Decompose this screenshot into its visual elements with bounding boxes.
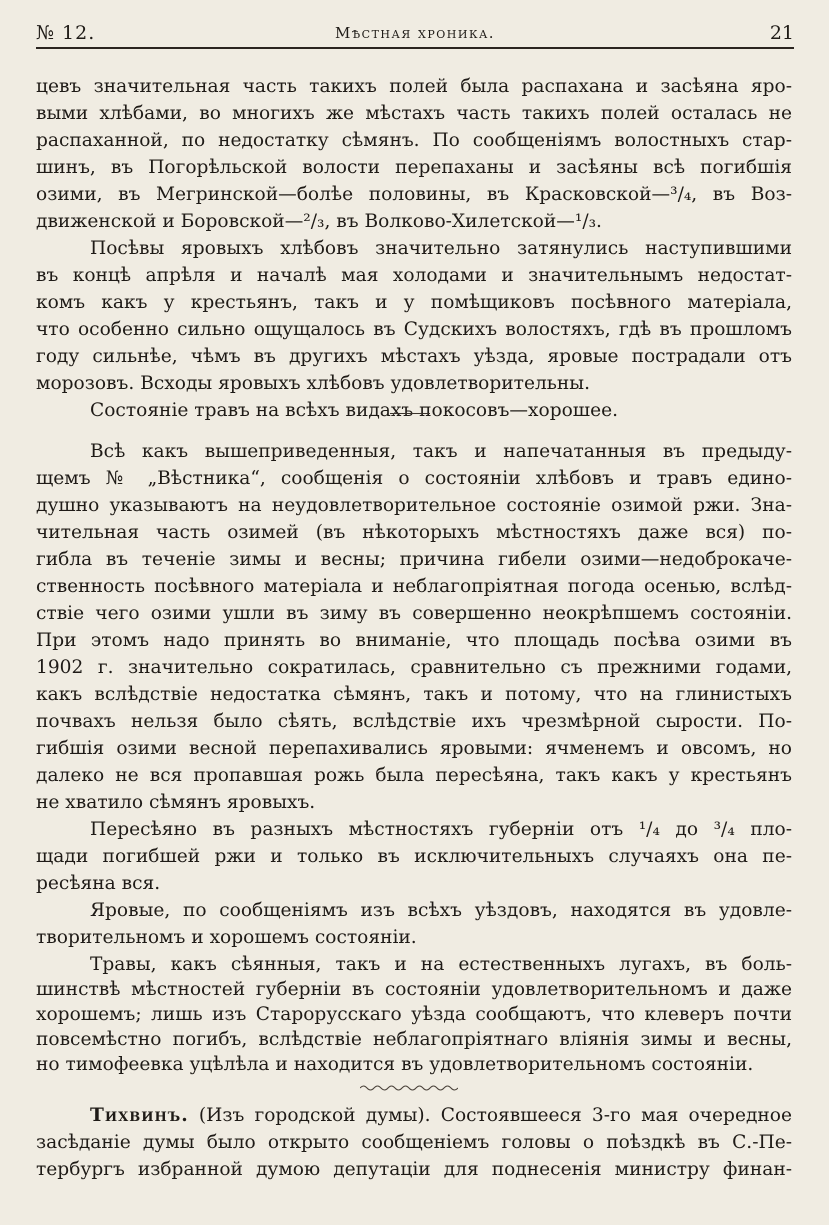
text-line: выми хлѣбами, во многихъ же мѣстахъ часть такихъ полей осталась не xyxy=(36,103,792,124)
section-heading: Тихвинъ. xyxy=(90,1105,189,1126)
text-line: въ концѣ апрѣля и началѣ мая холодами и значительнымъ недостат- xyxy=(36,265,792,286)
text-line: какъ вслѣдствіе недостатка сѣмянъ, такъ и потому, что на глинистыхъ xyxy=(36,684,792,705)
running-header xyxy=(36,20,794,48)
header-rule xyxy=(36,47,794,49)
text-line: году сильнѣе, чѣмъ въ другихъ мѣстахъ уѣзда, яровые пострадали отъ xyxy=(36,346,792,367)
text-line: распаханной, по недостатку сѣмянъ. По сообщеніямъ волостныхъ стар- xyxy=(36,130,792,151)
text-line: чительная часть озимей (въ нѣкоторыхъ мѣстностяхъ даже вся) по- xyxy=(36,522,792,543)
text-line: душно указываютъ на неудовлетворительное состояніе озимой ржи. Зна- xyxy=(36,495,792,516)
section-title: Мѣстная хроника. xyxy=(334,24,496,42)
text-line: что особенно сильно ощущалось въ Судскихъ волостяхъ, гдѣ въ прошломъ xyxy=(36,319,792,340)
text-line: тербургъ избранной думою депутаціи для поднесенія министру финан- xyxy=(36,1159,792,1180)
text-line: гибшія озими весной перепахивались яровыми: ячменемъ и овсомъ, но xyxy=(36,738,792,759)
text-line: морозовъ. Всходы яровыхъ хлѣбовъ удовлетворительны. xyxy=(36,373,590,394)
text-span: (Изъ городской думы). Состоявшееся 3-го мая очередное xyxy=(198,1105,792,1126)
text-line: почвахъ нельзя было сѣять, вслѣдствіе ихъ чрезмѣрной сырости. По- xyxy=(36,711,792,732)
text-line: ственность посѣвного матеріала и неблагопріятная погода осенью, вслѣд- xyxy=(36,576,792,597)
text-line: далеко не вся пропавшая рожь была пересѣяна, такъ какъ у крестьянъ xyxy=(36,765,792,786)
section-divider xyxy=(390,413,430,414)
issue-number: № 12. xyxy=(36,22,96,44)
text-line: Состояніе травъ на всѣхъ видахъ покосовъ—хорошее. xyxy=(90,400,618,421)
text-line: движенской и Боровской—²/₃, въ Волково-Хилетской—¹/₃. xyxy=(36,211,602,232)
text-line: повсемѣстно погибъ, вслѣдствіе неблагопріятнаго вліянія зимы и весны, xyxy=(36,1029,792,1050)
wavy-divider xyxy=(360,1084,458,1092)
page-number: 21 xyxy=(769,22,794,44)
text-line: ствіе чего озими ушли въ зиму въ совершенно неокрѣпшемъ состояніи. xyxy=(36,603,792,624)
text-line: не хватило сѣмянъ яровыхъ. xyxy=(36,792,316,813)
text-line: Посѣвы яровыхъ хлѣбовъ значительно затянулись наступившими xyxy=(90,238,792,259)
text-line: комъ какъ у крестьянъ, такъ и у помѣщиковъ посѣвного матеріала, xyxy=(36,292,792,313)
text-line: При этомъ надо принять во вниманіе, что площадь посѣва озими въ xyxy=(36,630,792,651)
text-line: но тимофеевка уцѣлѣла и находится въ удовлетворительномъ состояніи. xyxy=(36,1054,754,1075)
text-line: ресѣяна вся. xyxy=(36,873,161,894)
text-line: цевъ значительная часть такихъ полей была распахана и засѣяна яро- xyxy=(36,76,792,97)
text-line: засѣданіе думы было открыто сообщеніемъ головы о поѣздкѣ въ С.-Пе- xyxy=(36,1132,792,1153)
text-line: Яровые, по сообщеніямъ изъ всѣхъ уѣздовъ, находятся въ удовле- xyxy=(90,900,792,921)
text-line: щади погибшей ржи и только въ исключительныхъ случаяхъ она пе- xyxy=(36,846,792,867)
text-line: щемъ № „Вѣстника“, сообщенія о состояніи хлѣбовъ и травъ едино- xyxy=(36,468,792,489)
text-line: гибла въ теченіе зимы и весны; причина гибели озими—недоброкаче- xyxy=(36,549,792,570)
text-line: Пересѣяно въ разныхъ мѣстностяхъ губерніи отъ ¹/₄ до ³/₄ пло- xyxy=(90,819,792,840)
text-line: творительномъ и хорошемъ состояніи. xyxy=(36,927,417,948)
text-line: озими, въ Мегринской—болѣе половины, въ Красковской—³/₄, въ Воз- xyxy=(36,184,792,205)
text-line: Всѣ какъ вышеприведенныя, такъ и напечатанныя въ предыду- xyxy=(90,441,792,462)
text-line: 1902 г. значительно сократилась, сравнительно съ прежними годами, xyxy=(36,657,792,678)
text-line xyxy=(90,1102,792,1129)
text-line: хорошемъ; лишь изъ Старорусскаго уѣзда сообщаютъ, что клеверъ почти xyxy=(36,1004,792,1025)
text-line: шинъ, въ Погорѣльской волости перепаханы и засѣяны всѣ погибшія xyxy=(36,157,792,178)
text-line: Травы, какъ сѣянныя, такъ и на естественныхъ лугахъ, въ боль- xyxy=(90,954,792,975)
text-line: шинствѣ мѣстностей губерніи въ состояніи удовлетворительномъ и даже xyxy=(36,979,792,1000)
